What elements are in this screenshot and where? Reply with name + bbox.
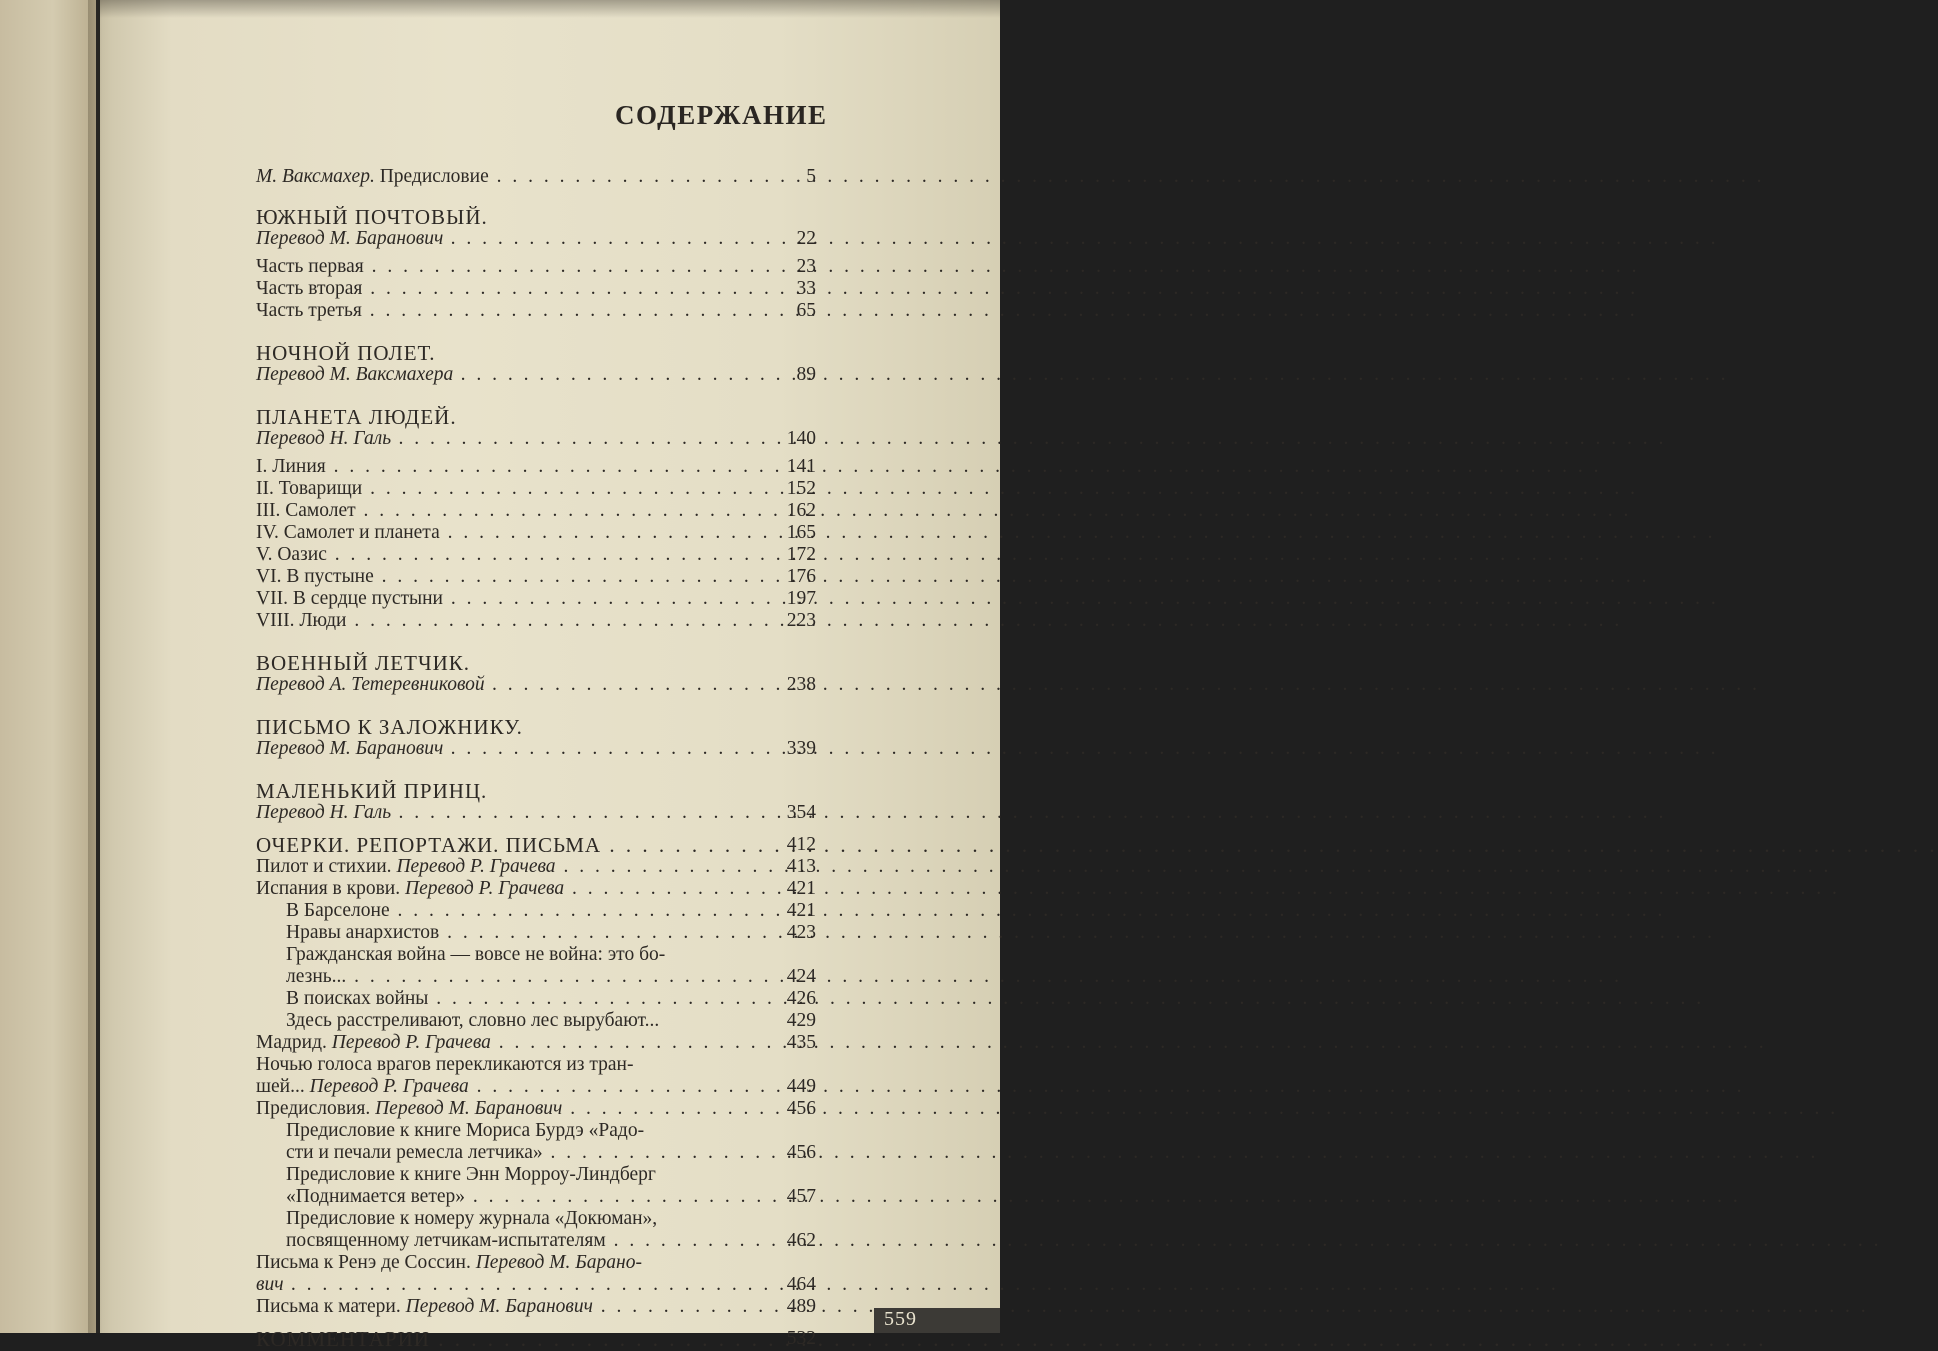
entry-title: Часть первая . . . (256, 256, 756, 278)
work-title: НОЧНОЙ ПОЛЕТ. (256, 341, 436, 365)
toc-entry (256, 278, 816, 300)
entry-title: В Барселоне . . . (286, 900, 756, 922)
toc-entry (256, 1076, 816, 1098)
entry-page: 152 (786, 478, 816, 499)
entry-page: 165 (786, 522, 816, 543)
entry-page: 489 (786, 1296, 816, 1317)
entry-page: 89 (796, 364, 816, 385)
entry-page: 424 (786, 966, 816, 987)
entry-page: 429 (786, 1010, 816, 1031)
toc-entry (256, 738, 816, 760)
toc-entry (256, 1274, 816, 1296)
toc-entry (256, 966, 816, 988)
entry-translator: Перевод М. Баранович . . . (256, 228, 756, 250)
entry-title: Испания в крови. (256, 878, 401, 899)
entry-author: М. Ваксмахер. (256, 166, 375, 187)
toc-entry (256, 1186, 816, 1208)
entry-title: Предисловие к номеру журнала «Докюман», (286, 1208, 658, 1229)
entry-translator: Перевод Р. Грачева (331, 1032, 491, 1053)
entry-page: 339 (786, 738, 816, 759)
toc-entry (256, 166, 816, 188)
entry-translator: Перевод Н. Галь . . . (256, 802, 756, 824)
work-title: МАЛЕНЬКИЙ ПРИНЦ. (256, 779, 488, 803)
entry-page: 141 (786, 456, 816, 477)
work-title: ЮЖНЫЙ ПОЧТОВЫЙ. (256, 205, 488, 229)
entry-title: I. Линия . . . (256, 456, 756, 478)
entry-title: посвященному летчикам-испытателям . . . (286, 1230, 756, 1252)
toc-entry (256, 878, 816, 900)
toc-entry (256, 1328, 816, 1350)
entry-title: лезнь... . . . (286, 966, 756, 988)
toc-work-heading (256, 342, 816, 364)
entry-title: Гражданская война — вовсе не война: это бо- (286, 944, 666, 965)
entry-page: 412 (786, 834, 816, 855)
entry-translator: Перевод М. Баранович (405, 1296, 593, 1317)
entry-title: V. Оазис . . . (256, 544, 756, 566)
entry-page: 65 (796, 300, 816, 321)
entry-translator: Перевод М. Баранович . . . (256, 738, 756, 760)
entry-title: Письма к матери. (256, 1296, 401, 1317)
toc-entry (256, 1296, 816, 1318)
toc-entry (256, 1032, 816, 1054)
entry-title: Часть вторая . . . (256, 278, 756, 300)
entry-title: В поисках войны . . . (286, 988, 756, 1010)
entry-title: Письма к Ренэ де Соссин. (256, 1252, 471, 1273)
toc-entry (256, 834, 816, 856)
toc-entry (256, 1252, 816, 1274)
entry-title: Пилот и стихии. (256, 856, 392, 877)
entry-title: IV. Самолет и планета . . . (256, 522, 756, 544)
entry-title: III. Самолет . . . (256, 500, 756, 522)
work-title: ОЧЕРКИ. РЕПОРТАЖИ. ПИСЬМА . . . (256, 834, 756, 856)
toc-entry (256, 674, 816, 696)
toc-entry (256, 1164, 816, 1186)
entry-page: 462 (786, 1230, 816, 1251)
toc-entry (256, 456, 816, 478)
toc-work-heading (256, 780, 816, 802)
entry-title: Здесь расстреливают, словно лес вырубают... (286, 1010, 660, 1031)
toc-entry (256, 256, 816, 278)
entry-page: 354 (786, 802, 816, 823)
toc-entry (256, 566, 816, 588)
toc-entry (256, 544, 816, 566)
entry-page: 464 (786, 1274, 816, 1295)
entry-translator: Перевод А. Тетеревниковой . . . (256, 674, 756, 696)
entry-title: Часть третья . . . (256, 300, 756, 322)
entry-translator: Перевод Р. Грачева (405, 878, 565, 899)
entry-page: 456 (786, 1098, 816, 1119)
page-top-shadow (100, 0, 1000, 18)
entry-title: сти и печали ремесла летчика» . . . (286, 1142, 756, 1164)
work-title: ПИСЬМО К ЗАЛОЖНИКУ. (256, 715, 523, 739)
work-title: ВОЕННЫЙ ЛЕТЧИК. (256, 651, 471, 675)
entry-page: 33 (796, 278, 816, 299)
toc-entry (256, 1120, 816, 1142)
entry-page: 413 (786, 856, 816, 877)
entry-page: 423 (786, 922, 816, 943)
entry-translator: Перевод М. Ваксмахера . . . (256, 364, 756, 386)
toc-entry (256, 428, 816, 450)
entry-title: VI. В пустыне . . . (256, 566, 756, 588)
toc-work-heading (256, 716, 816, 738)
entry-page: 421 (786, 878, 816, 899)
left-page-edge (0, 0, 96, 1333)
entry-page: 23 (796, 256, 816, 277)
entry-page: 435 (786, 1032, 816, 1053)
entry-page: 5 (806, 166, 816, 187)
toc-entry (256, 1098, 816, 1120)
entry-translator: Перевод М. Баранович (375, 1098, 563, 1119)
toc-entry (256, 500, 816, 522)
entry-translator: Перевод М. Барано- (475, 1252, 642, 1273)
table-of-contents (256, 166, 816, 1350)
toc-entry (256, 1230, 816, 1252)
entry-translator: Перевод Р. Грачева (309, 1076, 469, 1097)
toc-entry (256, 522, 816, 544)
entry-translator: вич . . . (256, 1274, 756, 1296)
page-number: 559 (884, 1308, 917, 1330)
entry-page: 140 (786, 428, 816, 449)
toc-entry (256, 300, 816, 322)
entry-title: II. Товарищи . . . (256, 478, 756, 500)
page-number-box (874, 1308, 1000, 1333)
toc-entry (256, 1208, 816, 1230)
toc-work-heading (256, 206, 816, 228)
toc-entry (256, 610, 816, 632)
entry-page: 162 (786, 500, 816, 521)
toc-entry (256, 944, 816, 966)
entry-title: Нравы анархистов . . . (286, 922, 756, 944)
toc-entry (256, 900, 816, 922)
toc-entry (256, 478, 816, 500)
entry-page: 449 (786, 1076, 816, 1097)
entry-translator: Перевод Р. Грачева (396, 856, 556, 877)
entry-page: 457 (786, 1186, 816, 1207)
page-title: СОДЕРЖАНИЕ (615, 100, 828, 130)
entry-title: Ночью голоса врагов перекликаются из тран- (256, 1054, 634, 1075)
book-gutter (88, 0, 112, 1333)
entry-page: 238 (786, 674, 816, 695)
toc-entry (256, 1142, 816, 1164)
entry-title: Предисловие (374, 166, 489, 187)
toc-work-heading (256, 406, 816, 428)
toc-entry (256, 922, 816, 944)
entry-page: 426 (786, 988, 816, 1009)
entry-title: Предисловия. (256, 1098, 371, 1119)
entry-page: 176 (786, 566, 816, 587)
entry-title: Предисловие к книге Мориса Бурдэ «Радо- (286, 1120, 645, 1141)
toc-entry (256, 856, 816, 878)
entry-title: VIII. Люди . . . (256, 610, 756, 632)
entry-translator: Перевод Н. Галь . . . (256, 428, 756, 450)
entry-title: шей... (256, 1076, 305, 1097)
entry-page: 197 (786, 588, 816, 609)
entry-title: Мадрид. (256, 1032, 327, 1053)
entry-title: «Поднимается ветер» . . . (286, 1186, 756, 1208)
work-title: КОММЕНТАРИИ . . . (256, 1328, 756, 1350)
entry-page: 532 (786, 1328, 816, 1349)
toc-entry (256, 802, 816, 824)
toc-entry (256, 1054, 816, 1076)
entry-title: VII. В сердце пустыни . . . (256, 588, 756, 610)
toc-entry (256, 988, 816, 1010)
toc-entry (256, 588, 816, 610)
entry-title: Предисловие к книге Энн Морроу-Линдберг (286, 1164, 656, 1185)
toc-entry (256, 1010, 816, 1032)
entry-page: 22 (796, 228, 816, 249)
entry-page: 172 (786, 544, 816, 565)
entry-page: 456 (786, 1142, 816, 1163)
work-title: ПЛАНЕТА ЛЮДЕЙ. (256, 405, 457, 429)
entry-page: 421 (786, 900, 816, 921)
entry-page: 223 (786, 610, 816, 631)
toc-entry (256, 228, 816, 250)
toc-work-heading (256, 652, 816, 674)
toc-entry (256, 364, 816, 386)
